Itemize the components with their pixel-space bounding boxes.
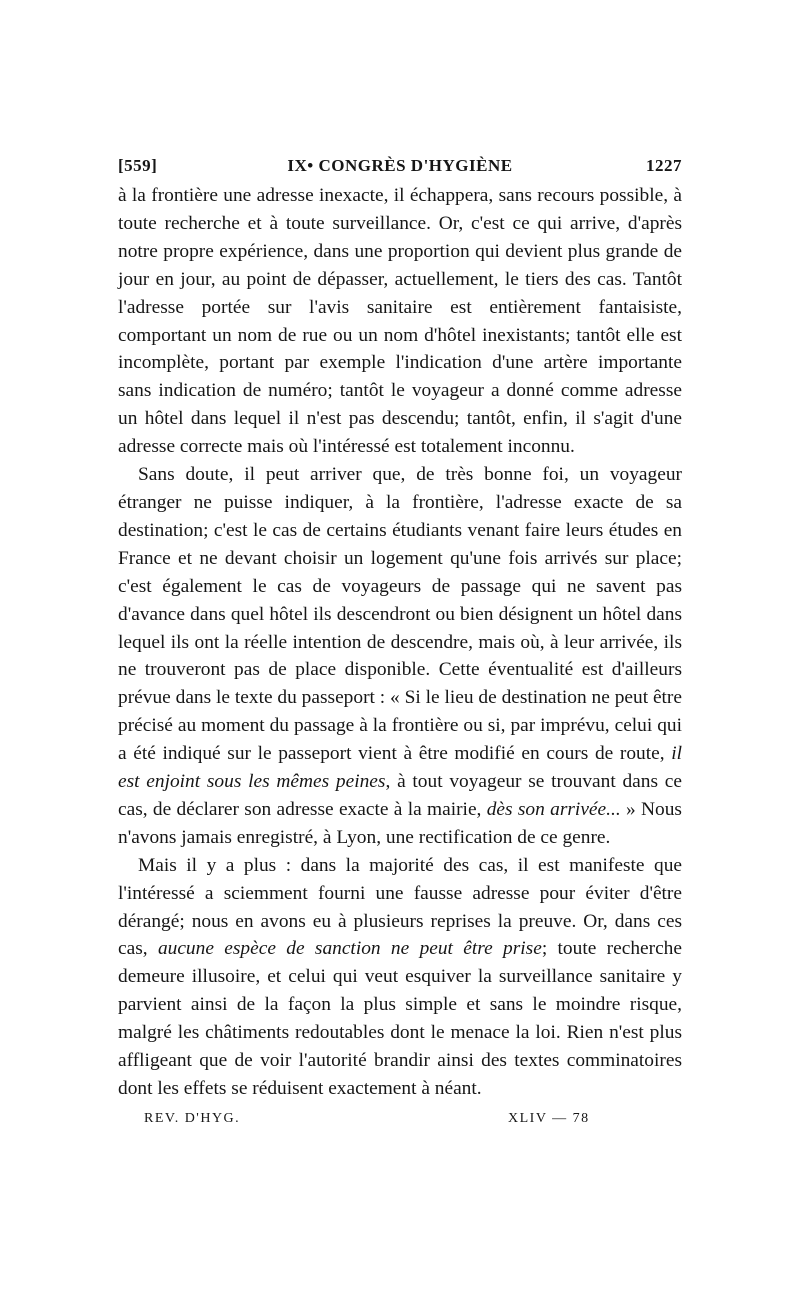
document-page	[118, 150, 682, 1133]
paragraph-1	[118, 182, 682, 461]
volume-signature: XLIV — 78	[508, 1110, 590, 1126]
paragraph-1-text: à la frontière une adresse inexacte, il échappera, sans recours possible, à toute recherche et à toute surveillance. Or, c'est ce qui arrive, d'après notre propre expérience, dans une proportion qui devient plus grande de jour en jour, au point de dépasser, actuellement, le tiers des cas. Tantôt l'adresse portée sur l'avis sanitaire est entièrement fantaisiste, comportant un nom de rue ou un nom d'hôtel inexistants; tantôt elle est incomplète, portant par exemple l'indication d'une artère importante sans indication de numéro; tantôt le voyageur a donné comme adresse un hôtel dans lequel il n'est pas descendu; tantôt, enfin, il s'agit d'une adresse correcte mais où l'intéressé est totalement inconnu.	[118, 185, 682, 458]
bracket-page-number: [559]	[118, 156, 158, 175]
paragraph-2-text-b: , à tout voyageur se trouvant dans ce cas, de déclarer son adresse exacte à la mairie,	[118, 771, 682, 820]
paragraph-2-italic-a: il est enjoint sous les mêmes peines	[118, 743, 682, 793]
paragraph-3-italic-a: aucune espèce de sanction ne peut être prise	[157, 938, 542, 960]
paragraph-3-text-a: Mais il y a plus : dans la majorité des cas, il est manifeste que l'intéressé a sciemment fourni une fausse adresse pour éviter d'être dérangé; nous en avons eu à plusieurs reprises la preuve. Or, dans ces cas,	[118, 854, 682, 960]
paragraph-3	[118, 852, 682, 1103]
page-number: 1227	[646, 156, 682, 175]
paragraph-2-text-a: Sans doute, il peut arriver que, de très bonne foi, un voyageur étranger ne puisse indiquer, à la frontière, l'adresse exacte de sa destination; c'est le cas de certains étudiants venant faire leurs études en France et ne devant choisir un logement qu'une fois arrivés sur place; c'est également le cas de voyageurs de passage qui ne savent pas d'avance dans quel hôtel ils descendront ou bien désignent un hôtel dans lequel ils ont la réelle intention de descendre, mais où, à leur arrivée, ils ne trouveront pas de place disponible. Cette éventualité est d'ailleurs prévue dans le texte du passeport : « Si le lieu de destination ne peut être précisé au moment du passage à la frontière ou si, par imprévu, celui qui a été indiqué sur le passeport vient à être modifié en cours de route,	[118, 464, 682, 765]
paragraph-3-text-b: ; toute recherche demeure illusoire, et celui qui veut esquiver la surveillance sanitaire y parvient ainsi de la façon la plus simple et sans le moindre risque, malgré les châtiments redoutables dont le menace la loi. Rien n'est plus affligeant que de voir l'autorité brandir ainsi des textes comminatoires dont les effets se réduisent exactement à néant.	[118, 938, 682, 1099]
paragraph-2-italic-b: dès son arrivée...	[486, 798, 621, 820]
page-footer	[118, 1107, 682, 1133]
running-header	[118, 150, 682, 178]
journal-signature: REV. D'HYG.	[144, 1110, 241, 1126]
paragraph-2	[118, 461, 682, 852]
running-title: IX• CONGRÈS D'HYGIÈNE	[287, 156, 513, 175]
body-text	[118, 182, 682, 1103]
paragraph-2-text-c: » Nous n'avons jamais enregistré, à Lyon, une rectification de ce genre.	[118, 798, 682, 848]
